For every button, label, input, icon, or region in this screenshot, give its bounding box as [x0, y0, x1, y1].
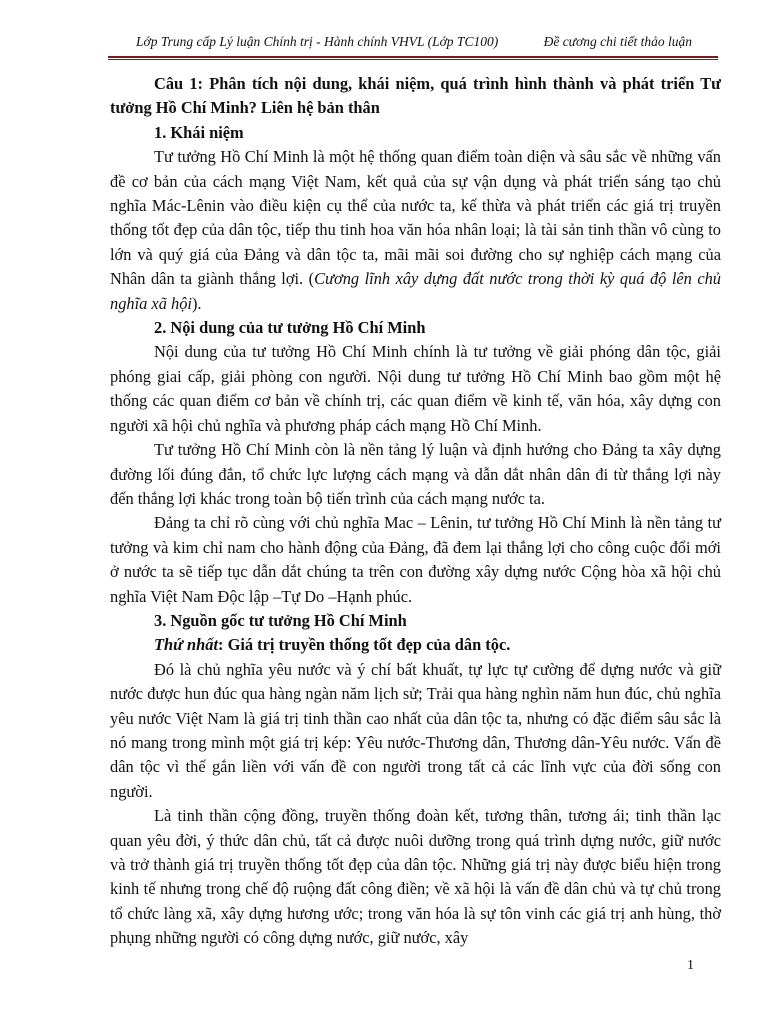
- section-3-paragraph-1: Đó là chủ nghĩa yêu nước và ý chí bất khuất, tự lực tự cường để dựng nước và giữ nước được hun đúc qua hàng ngàn năm lịch sử; Trải qua hàng nghìn năm hun đúc, chủ nghĩa yêu nước Việt Nam là giá trị tinh thần cao nhất của dân tộc ta, nhưng có đặc điểm sâu sắc là nó mang trong mình một giá trị kép: Yêu nước-Thương dân, Thương dân-Yêu nước. Vấn đề dân tộc vì thế gắn liền với vấn đề con người trong tất cả các lĩnh vực của đời sống con người.: [110, 659, 721, 801]
- question-title: Câu 1: Phân tích nội dung, khái niệm, quá trình hình thành và phát triển Tư tưởng Hồ Chí Minh? Liên hệ bản thân: [110, 74, 721, 118]
- section-1-citation: Cương lĩnh xây dựng đất nước trong thời kỳ quá độ lên chủ nghĩa xã hội: [110, 269, 722, 313]
- section-1-text: Tư tưởng Hồ Chí Minh là một hệ thống quan điểm toàn diện và sâu sắc về những vấn đề cơ bản của cách mạng Việt Nam, kết quả của sự vận dụng và phát triển sáng tạo chủ nghĩa Mác-Lênin vào điều kiện cụ thể của nước ta, kế thừa và phát triển các giá trị truyền thống tốt đẹp của dân tộc, tiếp thu tinh hoa văn hóa nhân loại; là tài sản tinh thần vô cùng to lớn và quý giá của Đảng và dân tộc ta, mãi mãi soi đường cho sự nghiệp cách mạng của Nhân dân ta giành thắng lợi. (: [110, 147, 721, 289]
- header-rule-thin: [108, 59, 718, 60]
- section-1-text-end: ).: [191, 293, 202, 313]
- section-3-subheading-lead: Thứ nhất: [154, 635, 219, 655]
- page-number: 1: [687, 958, 694, 973]
- running-header: [108, 34, 718, 52]
- header-document-title: Đề cương chi tiết thảo luận: [543, 34, 692, 49]
- header-rule: [108, 56, 718, 58]
- section-2-heading: 2. Nội dung của tư tưởng Hồ Chí Minh: [154, 318, 426, 338]
- section-1-heading: 1. Khái niệm: [154, 122, 244, 142]
- section-3-subheading-rest: : Giá trị truyền thống tốt đẹp của dân tộc.: [218, 635, 511, 655]
- header-course-title: Lớp Trung cấp Lý luận Chính trị - Hành chính VHVL (Lớp TC100): [136, 34, 499, 49]
- section-3-heading: 3. Nguồn gốc tư tưởng Hồ Chí Minh: [154, 610, 407, 630]
- section-3-paragraph-2: Là tinh thần cộng đồng, truyền thống đoàn kết, tương thân, tương ái; tinh thần lạc quan yêu đời, ý thức dân chủ, tất cả được nuôi dưỡng trong quá trình dựng nước, giữ nước và trở thành giá trị truyền thống tốt đẹp của dân tộc. Những giá trị này được biểu hiện trong kinh tế nhưng trong chế độ ruộng đất công điền; về xã hội là vấn đề dân chủ và tự chủ trong tổ chức làng xã, xây dựng hương ước; trong văn hóa là sự tôn vinh các giá trị anh hùng, thờ phụng những người có công dựng nước, giữ nước, xây: [110, 806, 721, 948]
- section-1-paragraph: [110, 145, 721, 316]
- document-body: [110, 72, 721, 951]
- section-2-paragraph-1: Nội dung của tư tưởng Hồ Chí Minh chính là tư tưởng về giải phóng dân tộc, giải phóng giai cấp, giải phòng con người. Nội dung tư tưởng Hồ Chí Minh bao gồm một hệ thống các quan điểm cơ bản về chính trị, các quan điểm về kinh tế, văn hóa, xây dựng con người xã hội chủ nghĩa và phương pháp cách mạng Hồ Chí Minh.: [110, 342, 721, 435]
- section-3-subheading: [110, 633, 721, 657]
- section-2-paragraph-2: Tư tưởng Hồ Chí Minh còn là nền tảng lý luận và định hướng cho Đảng ta xây dựng đường lối đúng đắn, tổ chức lực lượng cách mạng và dẫn dắt nhân dân đi từ thắng lợi này đến thắng lợi khác trong toàn bộ tiến trình của cách mạng nước ta.: [110, 440, 721, 508]
- section-2-paragraph-3: Đảng ta chỉ rõ cùng với chủ nghĩa Mac – Lênin, tư tưởng Hồ Chí Minh là nền tảng tư tưởng và kim chỉ nam cho hành động của Đảng, đã đem lại thắng lợi cho công cuộc đổi mới ở nước ta sẽ tiếp tục dẫn dắt chúng ta trên con đường xây dựng nước Cộng hòa xã hội chủ nghĩa Việt Nam Độc lập –Tự Do –Hạnh phúc.: [110, 513, 721, 606]
